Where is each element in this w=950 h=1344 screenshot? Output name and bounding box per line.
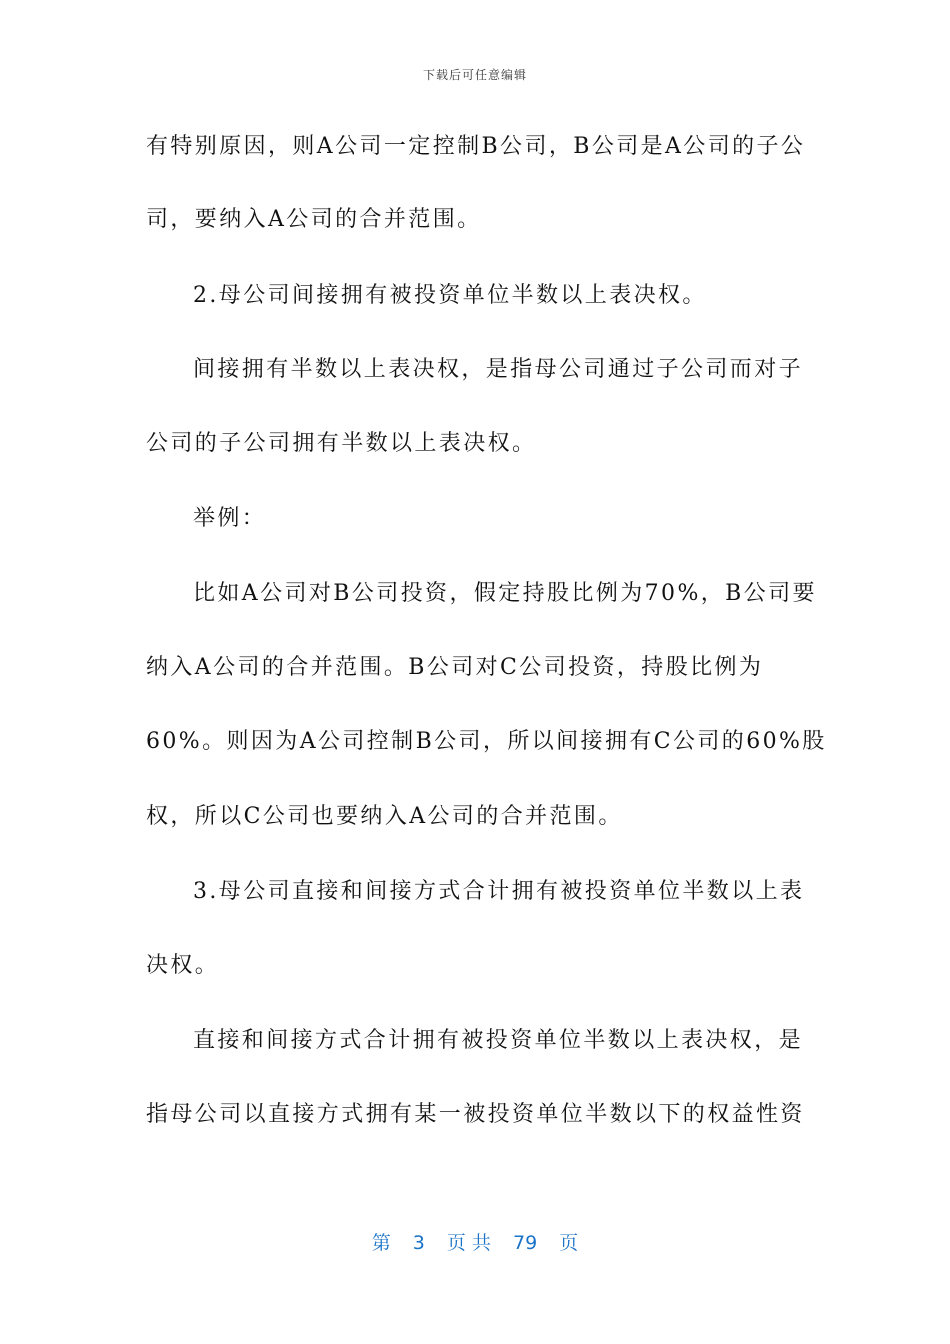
body-line: 公司的子公司拥有半数以上表决权。 (146, 431, 537, 456)
body-line: 权，所以C公司也要纳入A公司的合并范围。 (146, 804, 623, 829)
body-line: 决权。 (146, 953, 220, 978)
total-page-count: 79 (513, 1232, 538, 1254)
body-line: 有特别原因，则A公司一定控制B公司，B公司是A公司的子公 (146, 134, 806, 159)
header-note: 下载后可任意编辑 (422, 68, 527, 82)
body-line: 指母公司以直接方式拥有某一被投资单位半数以下的权益性资 (146, 1102, 805, 1127)
footer-prefix: 第 (371, 1232, 391, 1254)
body-line: 2.母公司间接拥有被投资单位半数以上表决权。 (193, 283, 707, 308)
footer-mid: 页 共 (446, 1232, 491, 1254)
current-page-number: 3 (412, 1232, 425, 1254)
body-line: 举例： (193, 506, 267, 531)
body-line: 3.母公司直接和间接方式合计拥有被投资单位半数以上表 (193, 879, 805, 904)
page-footer (0, 1228, 950, 1255)
body-line: 直接和间接方式合计拥有被投资单位半数以上表决权，是 (193, 1028, 804, 1053)
body-line: 比如A公司对B公司投资，假定持股比例为70%，B公司要 (193, 581, 817, 606)
body-line: 60%。则因为A公司控制B公司，所以间接拥有C公司的60%股 (146, 729, 827, 754)
body-line: 间接拥有半数以上表决权，是指母公司通过子公司而对子 (193, 357, 804, 382)
body-line: 司，要纳入A公司的合并范围。 (146, 207, 482, 232)
body-line: 纳入A公司的合并范围。B公司对C公司投资，持股比例为 (146, 655, 764, 680)
footer-suffix: 页 (559, 1232, 579, 1254)
